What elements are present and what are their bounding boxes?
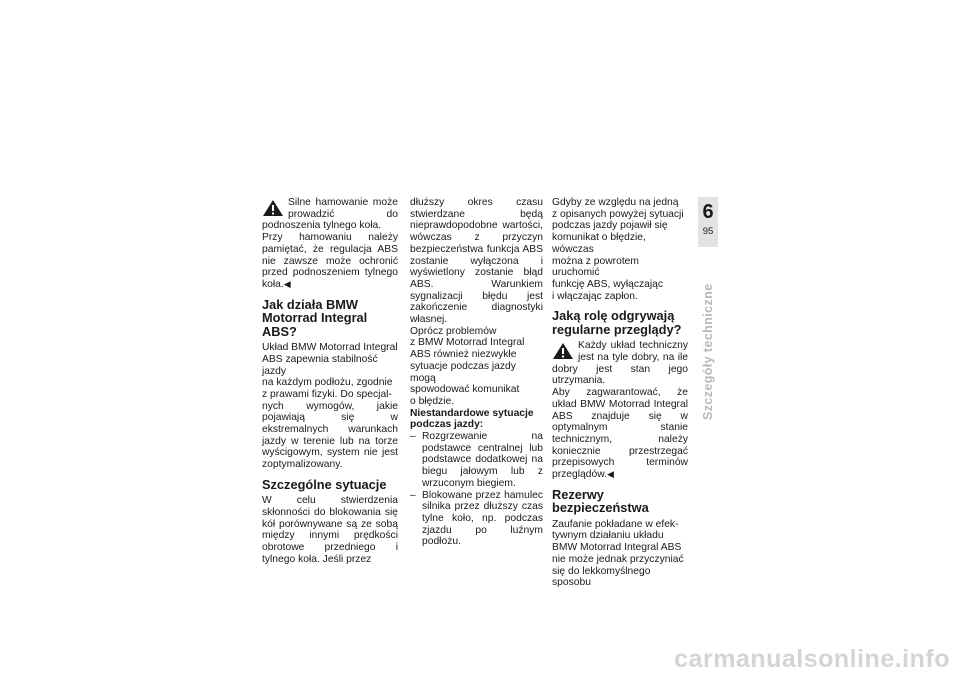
text-line: ABS również niezwykłe [410, 349, 517, 361]
text-line: Oprócz problemów [410, 325, 497, 337]
paragraph [410, 326, 543, 408]
page-number: 95 [702, 226, 714, 237]
column-1 [262, 197, 398, 566]
text-line: z prawami fizyki. Do specjal- [262, 388, 392, 400]
paragraph [552, 197, 688, 302]
heading-nonstandard-situations: Niestandardowe sytuacje podczas jazdy: [410, 407, 534, 431]
warning-block [552, 340, 688, 387]
column-2 [410, 197, 543, 548]
text-line: na każdym podłożu, zgodnie [262, 377, 393, 389]
text-line: ABS zapewnia stabilność jazdy [262, 353, 378, 377]
chapter-number: 6 [702, 201, 714, 223]
text-line: z BMW Motorrad Integral [410, 337, 525, 349]
paragraph [262, 342, 398, 401]
paragraph: Aby zagwarantować, że układ BMW Motorrad Integral ABS znajduje się w optymalnym stanie technicznym, należy koniecznie przestrzegać przepisowych terminów przeglądów. [552, 387, 688, 481]
text-line: podczas jazdy pojawił się [552, 220, 668, 232]
paragraph: dłuższy okres czasu stwierdzane będą nieprawdopodobne wartości, wówczas z przyczyn bezpieczeństwa funkcja ABS zostanie wyłączona i wyświetlony zostanie błąd ABS. Warunkiem sygnalizacji błędu jest zakończenie diagnostyki własnej. [410, 197, 543, 326]
text-line: BMW Motorrad Integral ABS [552, 542, 682, 554]
watermark: carmanualsonline.info [674, 645, 950, 673]
text-line: komunikat o błędzie, wówczas [552, 232, 646, 255]
paragraph: nych wymogów, jakie pojawiają się w ekstremalnych warunkach jazdy w terenie lub na torze wyścigowym, system nie jest zoptymalizowany. [262, 400, 398, 471]
warning-triangle-icon [262, 199, 284, 217]
text-line: z opisanych powyżej sytuacji [552, 208, 684, 220]
text-line: się do lekkomyślnego sposobu [552, 565, 651, 589]
heading-special-situations: Szczególne sytuacje [262, 476, 387, 492]
list-item: – Blokowane przez hamulec silnika przez dłuższy czas tylne koło, np. podczas zjazdu po luźnym podłożu. [410, 490, 543, 549]
situation-list [410, 431, 543, 548]
paragraph: W celu stwierdzenia skłonności do blokowania się kół porównywane są ze sobą między innymi prędkości obrotowe przedniego i tylnego koła. Jeśli przez [262, 495, 398, 565]
chapter-side-label: Szczegóły techniczne [701, 283, 715, 420]
text-line: Układ BMW Motorrad Integral [262, 342, 398, 354]
text-line: Zaufanie pokładane w efek- [552, 518, 679, 530]
text-line: można z powrotem uruchomić [552, 255, 639, 279]
text-line: tywnym działaniu układu [552, 530, 664, 542]
text-line: i włączając zapłon. [552, 290, 638, 302]
heading-safety-reserves: Rezerwy bezpieczeństwa [552, 486, 649, 516]
text-line: nie może jednak przyczyniać [552, 553, 684, 565]
warning-text: Każdy układ techniczny jest na tyle dobry, na ile dobry jest stan jego utrzymania. [552, 340, 688, 387]
text-line: spowodować komunikat [410, 384, 520, 396]
heading-how-abs-works: Jak działa BMW Motorrad Integral ABS? [262, 296, 368, 339]
warning-text: Silne hamowanie może prowadzić do podnoszenia tylnego koła. [262, 197, 398, 232]
text-line: Gdyby ze względu na jedną [552, 197, 679, 208]
warning-triangle-icon [552, 342, 574, 360]
heading-regular-inspections: Jaką rolę odgrywają regularne przeglądy? [552, 308, 682, 337]
column-3 [552, 197, 688, 589]
list-item: – Rozgrzewanie na podstawce centralnej lub podstawce dodatkowej na biegu jałowym lub z wrzuconym biegiem. [410, 431, 543, 490]
end-mark-icon: ◀ [283, 278, 291, 289]
warning-block [262, 197, 398, 232]
text-line: o błędzie. [410, 395, 455, 407]
paragraph [552, 519, 688, 589]
paragraph: Przy hamowaniu należy pamiętać, że regulacja ABS nie zawsze może ochronić przed podnoszeniem tylnego koła. [262, 232, 398, 290]
text-line: funkcję ABS, wyłączając [552, 278, 664, 290]
end-mark-icon: ◀ [606, 469, 614, 480]
text-line: sytuacje podczas jazdy mogą [410, 360, 516, 384]
